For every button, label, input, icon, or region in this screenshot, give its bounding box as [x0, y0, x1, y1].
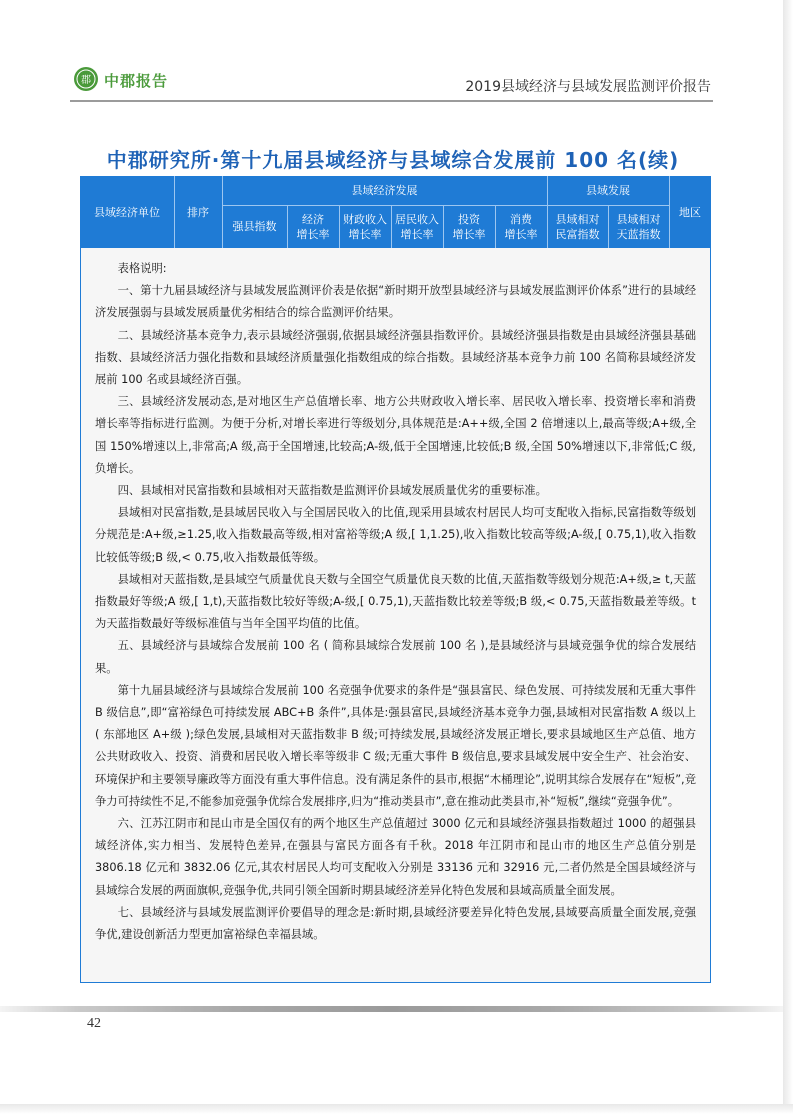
col-header-strong-county-index: 强县指数	[232, 220, 277, 233]
col-header-rank: 排序	[187, 205, 209, 219]
footer-band	[0, 1006, 783, 1012]
notes-heading: 表格说明:	[117, 262, 167, 275]
col-header-unit: 县域经济单位	[94, 205, 160, 219]
col-group-development: 县域发展	[586, 184, 630, 197]
notes-paragraph: 四、县域相对民富指数和县域相对天蓝指数是监测评价县域发展质量优劣的重要标准。	[117, 484, 547, 498]
logo-emblem-icon	[73, 66, 99, 92]
report-title: 2019县域经济与县域发展监测评价报告	[465, 79, 711, 95]
notes-paragraph: 三、县域经济发展动态,是对地区生产总值增长率、地方公共财政收入增长率、居民收入增长率、投资增长率和消费增长率等指标进行监测。为便于分析,对增长率进行等级划分,具体规范是:A++级,全国 2 倍增速以上,最高等级;A+级,全国 150%增速以上,非常高;A 级,高于全国增速,比较高;A-级,低于全国增速,比较低;B 级,全国 50%增速以下,非常低;C 级,负增长。	[95, 395, 696, 475]
notes-paragraph: 五、县域经济与县域综合发展前 100 名 ( 简称县域综合发展前 100 名 ),是县域经济与县域竞强争优的综合发展结果。	[95, 639, 696, 675]
col-header-region: 地区	[679, 205, 701, 219]
logo-glyph: 郡	[81, 75, 91, 86]
col-header-income-growth: 居民收入 增长率	[395, 212, 439, 241]
notes-paragraph: 第十九届县域经济与县域综合发展前 100 名竞强争优要求的条件是“强县富民、绿色发展、可持续发展和无重大事件 B 级信息”,即“富裕绿色可持续发展 ABC+B 条件”,具体是:强县富民,县域经济基本竞争力强,县域相对民富指数 A 级以上 ( 东部地区 A+级 );绿色发展,县域相对天蓝指数非 B 级;可持续发展,县域经济发展正增长,要求县域地区生产总值、地方公共财政收入、投资、消费和居民收入增长率等级非 C 级;无重大事件 B 级信息,要求县域发展中安全生产、社会治安、环境保护和主要领导廉政等方面没有重大事件信息。没有满足条件的县市,根据“木桶理论”,说明其综合发展存在“短板”,竞争力可持续性不足,不能参加竞强争优综合发展排序,归为“推动类县市”,意在推动此类县市,补“短板”,继续“竞强争优”。	[95, 683, 696, 808]
header-divider	[70, 100, 713, 102]
notes-paragraph: 一、第十九届县域经济与县域发展监测评价表是依据“新时期开放型县域经济与县域发展监测评价体系”进行的县域经济发展强弱与县域发展质量优劣相结合的综合监测评价结果。	[95, 284, 696, 320]
page-edge-shadow	[783, 0, 793, 1114]
page-header	[0, 0, 783, 110]
page-title: 中郡研究所·第十九届县域经济与县域综合发展前 100 名(续)	[106, 148, 680, 172]
col-header-blue-sky-index: 县域相对 天蓝指数	[616, 212, 661, 241]
notes-paragraph: 县域相对民富指数,是县域居民收入与全国居民收入的比值,现采用县域农村居民人均可支配收入指标,民富指数等级划分规范是:A+级,≥1.25,收入指数最高等级,相对富裕等级;A 级,[ 1,1.25),收入指数比较高等级;A-级,[ 0.75,1),收入指数比较低等级;B 级,< 0.75,收入指数最低等级。	[95, 506, 696, 564]
col-group-economy: 县域经济发展	[351, 184, 418, 197]
col-header-fiscal-growth: 财政收入 增长率	[343, 212, 387, 241]
col-header-wealth-index: 县域相对 民富指数	[555, 212, 600, 241]
table-header	[80, 176, 711, 248]
page-number: 42	[87, 1016, 101, 1031]
notes-paragraph: 七、县域经济与县域发展监测评价要倡导的理念是:新时期,县域经济要差异化特色发展,县域要高质量全面发展,竞强争优,建设创新活力型更加富裕绿色幸福县域。	[95, 905, 696, 942]
logo-text: 中郡报告	[104, 72, 169, 90]
col-header-economic-growth: 经济 增长率	[296, 212, 330, 241]
notes-paragraph: 二、县域经济基本竞争力,表示县域经济强弱,依据县域经济强县指数评价。县域经济强县指数是由县域经济强县基础指数、县域经济活力强化指数和县域经济质量强化指数组成的综合指数。县域经济基本竞争力前 100 名简称县域经济发展前 100 名或县域经济百强。	[95, 328, 696, 387]
page-bottom-shadow	[0, 1104, 793, 1114]
col-header-consumption-growth: 消费 增长率	[504, 212, 538, 241]
col-header-investment-growth: 投资 增长率	[452, 212, 486, 241]
notes-paragraph: 六、江苏江阴市和昆山市是全国仅有的两个地区生产总值超过 3000 亿元和县域经济强县指数超过 1000 的超强县域经济体,实力相当、发展特色差异,在强县与富民方面各有千秋。2018 年江阴市和昆山市的地区生产总值分别是 3806.18 亿元和 3832.06 亿元,其农村居民人均可支配收入分别是 33136 元和 32916 元,二者仍然是全国县域经济与县域综合发展的两面旗帜,竞强争优,共同引领全国新时期县域经济差异化特色发展和县域高质量全面发展。	[95, 817, 696, 897]
table-notes	[80, 248, 711, 983]
notes-paragraph: 县域相对天蓝指数,是县域空气质量优良天数与全国空气质量优良天数的比值,天蓝指数等级划分规范:A+级,≥ t,天蓝指数最好等级;A 级,[ 1,t),天蓝指数比较好等级;A-级,[ 0.75,1),天蓝指数比较差等级;B 级,< 0.75,天蓝指数最差等级。t 为天蓝指数最好等级标准值与当年全国平均值的比值。	[95, 572, 696, 631]
